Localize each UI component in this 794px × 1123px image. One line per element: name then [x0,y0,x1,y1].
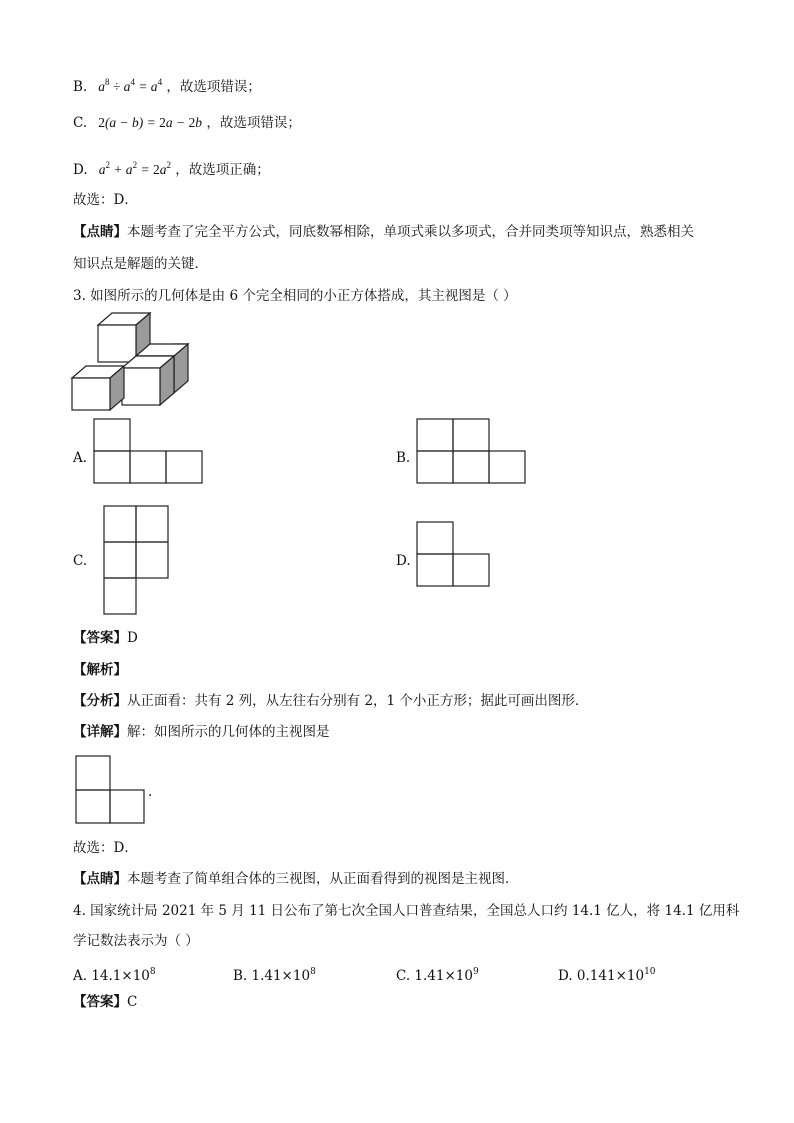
q4-option-c-text: C. 1.41×10 [396,968,473,984]
answer-tag: 【答案】 [73,994,127,1010]
answer-tag: 【答案】 [73,630,127,646]
q4-option-a-text: A. 14.1×10 [73,968,150,984]
q4-stem-line-2: 学记数法表示为（ ） [73,933,199,949]
q4-option-a-exp: 8 [149,967,156,977]
q3-option-c-figure [103,505,171,617]
option-b-verdict: ，故选项错误； [166,79,261,95]
option-b-line [73,72,261,97]
fenxi-text: 从正面看：共有 2 列，从左往右分别有 2，1 个小正方形；据此可画出图形． [127,693,589,709]
q4-answer [73,992,137,1012]
prev-dianjing-cont: 知识点是解题的关键． [73,256,208,272]
prev-choose: 故选：D． [73,192,138,208]
prev-dianjing [73,222,694,242]
option-c-label: C. [73,115,88,131]
q3-choose: 故选：D． [73,840,138,856]
dianjing-text-1: 本题考查了完全平方公式，同底数幂相除，单项式乘以多项式，合并同类项等知识点，熟悉相关 [127,224,694,240]
dianjing-text: 本题考查了简单组合体的三视图，从正面看得到的视图是主视图． [127,871,519,887]
q3-answer [73,628,138,648]
option-c-verdict: ，故选项错误； [206,115,301,131]
q4-option-d-text: D. 0.141×10 [558,968,645,984]
q4-option-c-exp: 9 [472,967,479,977]
q3-stem: 3. 如图所示的几何体是由 6 个完全相同的小正方体搭成，其主视图是（ ） [73,288,517,304]
q4-option-d [558,962,656,986]
q3-solution-period: . [148,784,153,800]
q4-option-b-text: B. 1.41×10 [233,968,311,984]
option-b-label: B. [73,79,88,95]
q3-dianjing [73,869,519,889]
option-d-verdict: ，故选项正确； [175,162,270,178]
xiangjie-tag: 【详解】 [73,724,127,740]
option-d-formula: $a^2 + a^2 = 2a^2$ [91,160,171,177]
q4-option-b-exp: 8 [310,967,316,977]
q3-option-d-label: D. [396,553,411,569]
q3-xiangjie [73,722,330,742]
answer-value: D [127,630,138,646]
answer-value: C [127,994,138,1010]
q4-option-a [73,962,156,986]
q3-solution-figure [75,755,151,825]
q4-option-c [396,962,479,986]
option-d-label: D. [73,162,88,178]
q3-option-a-figure [93,418,205,484]
option-d-line [73,155,270,180]
q3-option-a-label: A. [73,450,88,466]
q4-option-b [233,962,316,986]
q3-jiexi [73,660,127,680]
jiexi-tag: 【解析】 [73,662,127,678]
q3-geometry-figure [68,310,198,415]
q4-stem-line-1: 4. 国家统计局 2021 年 5 月 11 日公布了第七次全国人口普查结果，全国总人口约 14.1 亿人，将 14.1 亿用科 [73,903,740,919]
option-c-line [73,113,301,133]
q3-option-d-figure [416,521,492,589]
dianjing-tag: 【点睛】 [73,871,127,887]
q3-option-b-label: B. [396,450,411,466]
fenxi-tag: 【分析】 [73,693,127,709]
q3-fenxi [73,691,588,711]
q4-option-d-exp: 10 [644,967,656,977]
option-b-formula: $a^8 \div a^4 = a^4$ [91,77,163,94]
q3-option-c-label: C. [73,553,88,569]
q3-option-b-figure [416,418,528,484]
dianjing-tag: 【点睛】 [73,224,127,240]
xiangjie-text: 解：如图所示的几何体的主视图是 [127,724,330,740]
option-c-formula: 2(a − b) = 2a − 2b [98,115,203,130]
